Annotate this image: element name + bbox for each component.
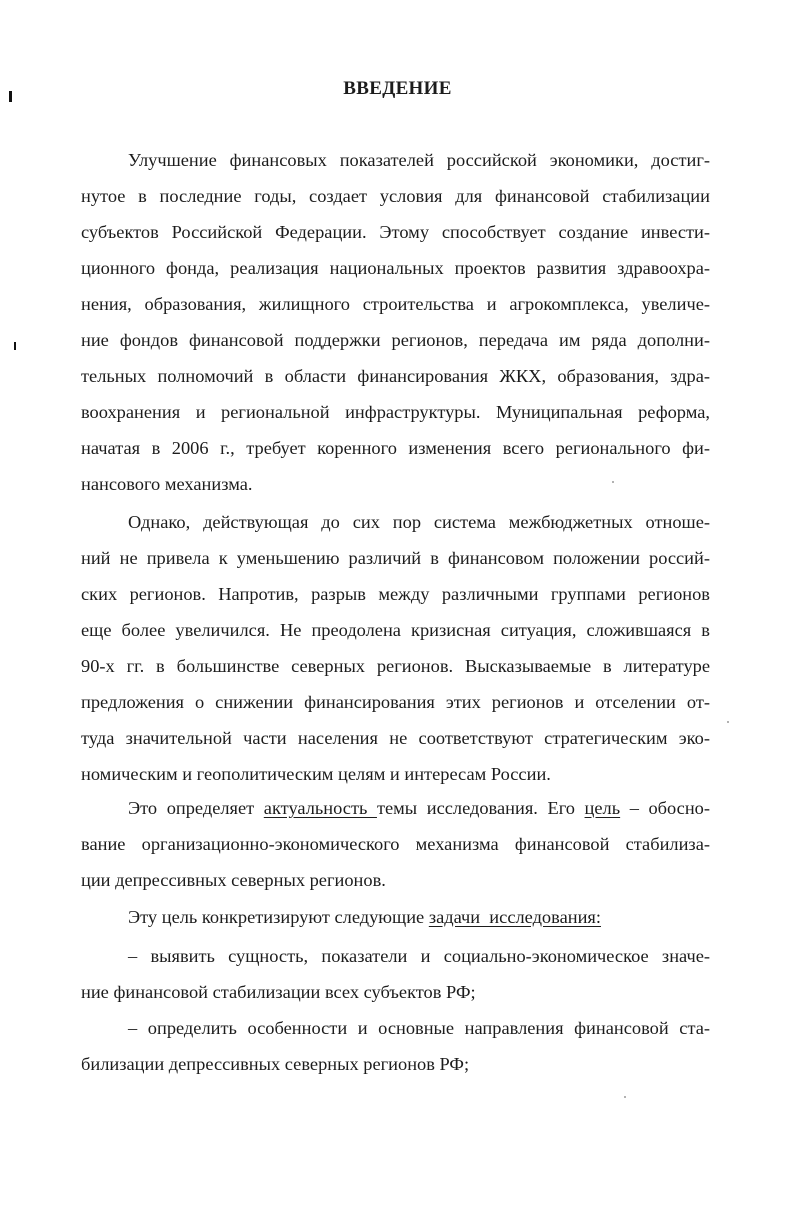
- paragraph-line: ционного фонда, реализация национальных проектов развития здравоохра-: [81, 258, 710, 278]
- paragraph-line: [81, 899, 710, 935]
- list-item-line: билизации депрессивных северных регионов РФ;: [81, 1054, 470, 1074]
- paragraph-3: [81, 790, 710, 898]
- scan-speck: [624, 1096, 626, 1098]
- paragraph-line: Однако, действующая до сих пор система межбюджетных отноше-: [128, 512, 710, 532]
- page-title: ВВЕДЕНИЕ: [343, 78, 452, 99]
- paragraph-line: нутое в последние годы, создает условия для финансовой стабилизации: [81, 186, 710, 206]
- paragraph-line: субъектов Российской Федерации. Этому способствует создание инвести-: [81, 222, 710, 242]
- paragraph-line: ние фондов финансовой поддержки регионов, передача им ряда дополни-: [81, 330, 710, 350]
- paragraph-line: воохранения и региональной инфраструктуры. Муниципальная реформа,: [81, 402, 710, 422]
- list-item-line: ние финансовой стабилизации всех субъектов РФ;: [81, 982, 476, 1002]
- paragraph-line: номическим и геополитическим целям и интересам России.: [81, 764, 551, 784]
- underlined-term-relevance: актуальность: [263, 798, 377, 818]
- paragraph-1: [81, 142, 710, 502]
- text-segment: Это определяет: [128, 798, 264, 818]
- paragraph-line: ции депрессивных северных регионов.: [81, 870, 386, 890]
- paragraph-4: [81, 899, 710, 935]
- paragraph-line: начатая в 2006 г., требует коренного изменения всего регионального фи-: [81, 438, 710, 458]
- list-item-line: – определить особенности и основные направления финансовой ста-: [128, 1018, 710, 1038]
- paragraph-line: тельных полномочий в области финансирования ЖКХ, образования, здра-: [81, 366, 710, 386]
- text-segment: – обосно-: [620, 798, 710, 818]
- list-item-1: [81, 938, 710, 1010]
- list-item-line: – выявить сущность, показатели и социально-экономическое значе-: [128, 946, 710, 966]
- paragraph-line: ских регионов. Напротив, разрыв между различными группами регионов: [81, 584, 710, 604]
- paragraph-line: [81, 790, 710, 826]
- text-segment: темы исследования. Его: [376, 798, 585, 818]
- paragraph-line: нансового механизма.: [81, 474, 253, 494]
- underlined-term-tasks: задачи исследования:: [428, 907, 601, 927]
- scan-speck: [727, 721, 729, 723]
- list-item-2: [81, 1010, 710, 1082]
- paragraph-line: туда значительной части населения не соответствуют стратегическим эко-: [81, 728, 710, 748]
- paragraph-line: Улучшение финансовых показателей российской экономики, достиг-: [128, 150, 710, 170]
- paragraph-line: 90-х гг. в большинстве северных регионов. Высказываемые в литературе: [81, 656, 710, 676]
- paragraph-line: ний не привела к уменьшению различий в финансовом положении россий-: [81, 548, 710, 568]
- scan-mark-middle: [14, 342, 16, 350]
- paragraph-line: предложения о снижении финансирования этих регионов и отселении от-: [81, 692, 710, 712]
- text-segment: Эту цель конкретизируют следующие: [128, 907, 429, 927]
- paragraph-line: еще более увеличился. Не преодолена кризисная ситуация, сложившаяся в: [81, 620, 710, 640]
- paragraph-line: нения, образования, жилищного строительства и агрокомплекса, увеличе-: [81, 294, 710, 314]
- paragraph-2: [81, 504, 710, 792]
- underlined-term-goal: цель: [584, 798, 621, 818]
- paragraph-line: вание организационно-экономического механизма финансовой стабилиза-: [81, 834, 710, 854]
